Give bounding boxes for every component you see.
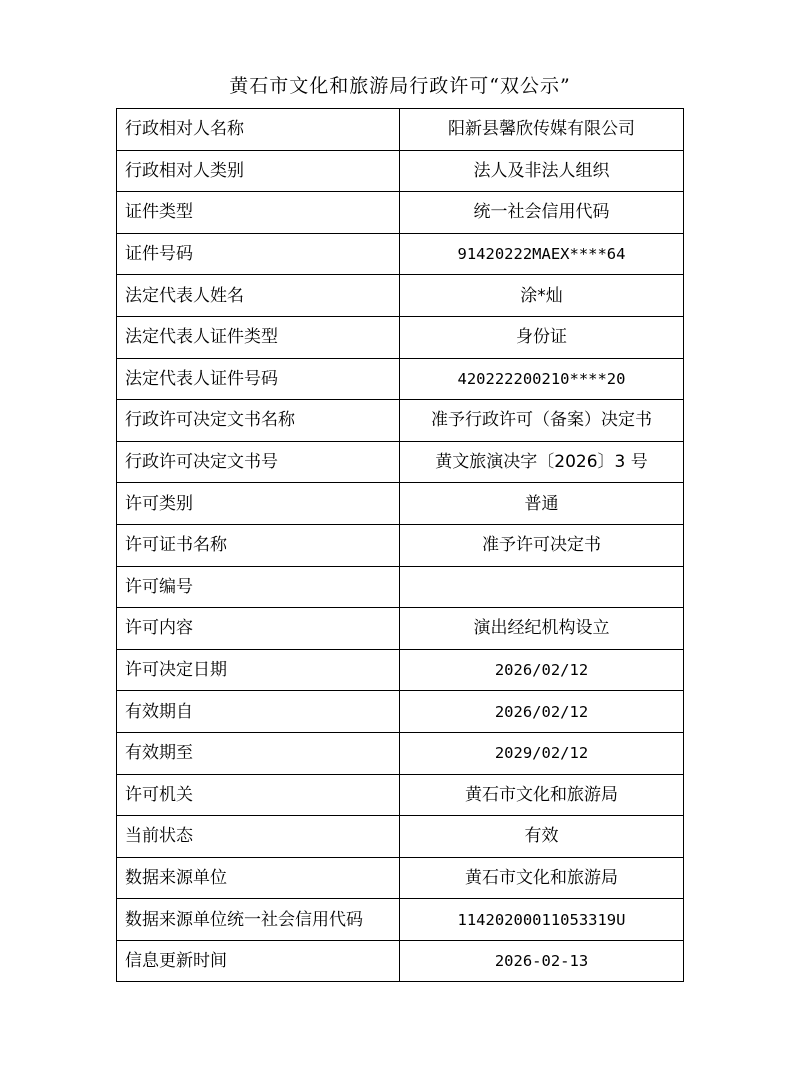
table-row bbox=[117, 483, 684, 525]
table-row bbox=[117, 899, 684, 941]
table-row bbox=[117, 275, 684, 317]
field-label: 信息更新时间 bbox=[117, 940, 400, 982]
table-row bbox=[117, 441, 684, 483]
table-row bbox=[117, 150, 684, 192]
field-label: 法定代表人姓名 bbox=[117, 275, 400, 317]
table-row bbox=[117, 400, 684, 442]
field-value: 普通 bbox=[400, 483, 684, 525]
field-label: 许可决定日期 bbox=[117, 649, 400, 691]
field-value: 黄石市文化和旅游局 bbox=[400, 857, 684, 899]
field-value: 黄文旅演决字〔2026〕3 号 bbox=[400, 441, 684, 483]
table-row bbox=[117, 732, 684, 774]
field-label: 有效期至 bbox=[117, 732, 400, 774]
field-value bbox=[400, 566, 684, 608]
field-label: 行政相对人类别 bbox=[117, 150, 400, 192]
page-title: 黄石市文化和旅游局行政许可“双公示” bbox=[229, 75, 571, 97]
field-label: 证件类型 bbox=[117, 192, 400, 234]
field-value: 2026/02/12 bbox=[400, 691, 684, 733]
field-value: 涂*灿 bbox=[400, 275, 684, 317]
field-label: 行政许可决定文书号 bbox=[117, 441, 400, 483]
field-label: 许可内容 bbox=[117, 608, 400, 650]
table-row bbox=[117, 316, 684, 358]
field-label: 许可类别 bbox=[117, 483, 400, 525]
field-value: 统一社会信用代码 bbox=[400, 192, 684, 234]
field-value: 演出经纪机构设立 bbox=[400, 608, 684, 650]
field-label: 数据来源单位统一社会信用代码 bbox=[117, 899, 400, 941]
table-row bbox=[117, 358, 684, 400]
field-label: 行政许可决定文书名称 bbox=[117, 400, 400, 442]
table-row bbox=[117, 192, 684, 234]
field-label: 法定代表人证件类型 bbox=[117, 316, 400, 358]
field-label: 法定代表人证件号码 bbox=[117, 358, 400, 400]
field-value: 准予行政许可（备案）决定书 bbox=[400, 400, 684, 442]
table-row bbox=[117, 524, 684, 566]
field-label: 许可机关 bbox=[117, 774, 400, 816]
field-value: 420222200210****20 bbox=[400, 358, 684, 400]
field-label: 证件号码 bbox=[117, 233, 400, 275]
field-value: 91420222MAEX****64 bbox=[400, 233, 684, 275]
field-value: 有效 bbox=[400, 816, 684, 858]
table-row bbox=[117, 857, 684, 899]
field-value: 准予许可决定书 bbox=[400, 524, 684, 566]
field-label: 许可编号 bbox=[117, 566, 400, 608]
field-label: 当前状态 bbox=[117, 816, 400, 858]
field-value: 2026-02-13 bbox=[400, 940, 684, 982]
field-value: 黄石市文化和旅游局 bbox=[400, 774, 684, 816]
field-value: 2029/02/12 bbox=[400, 732, 684, 774]
disclosure-table bbox=[116, 108, 684, 982]
table-row bbox=[117, 649, 684, 691]
field-value: 11420200011053319U bbox=[400, 899, 684, 941]
table-row bbox=[117, 691, 684, 733]
field-value: 法人及非法人组织 bbox=[400, 150, 684, 192]
field-value: 阳新县馨欣传媒有限公司 bbox=[400, 109, 684, 151]
field-value: 2026/02/12 bbox=[400, 649, 684, 691]
table-row bbox=[117, 566, 684, 608]
field-label: 有效期自 bbox=[117, 691, 400, 733]
field-label: 数据来源单位 bbox=[117, 857, 400, 899]
table-row bbox=[117, 608, 684, 650]
table-row bbox=[117, 109, 684, 151]
table-row bbox=[117, 233, 684, 275]
field-label: 许可证书名称 bbox=[117, 524, 400, 566]
table-row bbox=[117, 774, 684, 816]
field-label: 行政相对人名称 bbox=[117, 109, 400, 151]
table-row bbox=[117, 816, 684, 858]
field-value: 身份证 bbox=[400, 316, 684, 358]
table-row bbox=[117, 940, 684, 982]
